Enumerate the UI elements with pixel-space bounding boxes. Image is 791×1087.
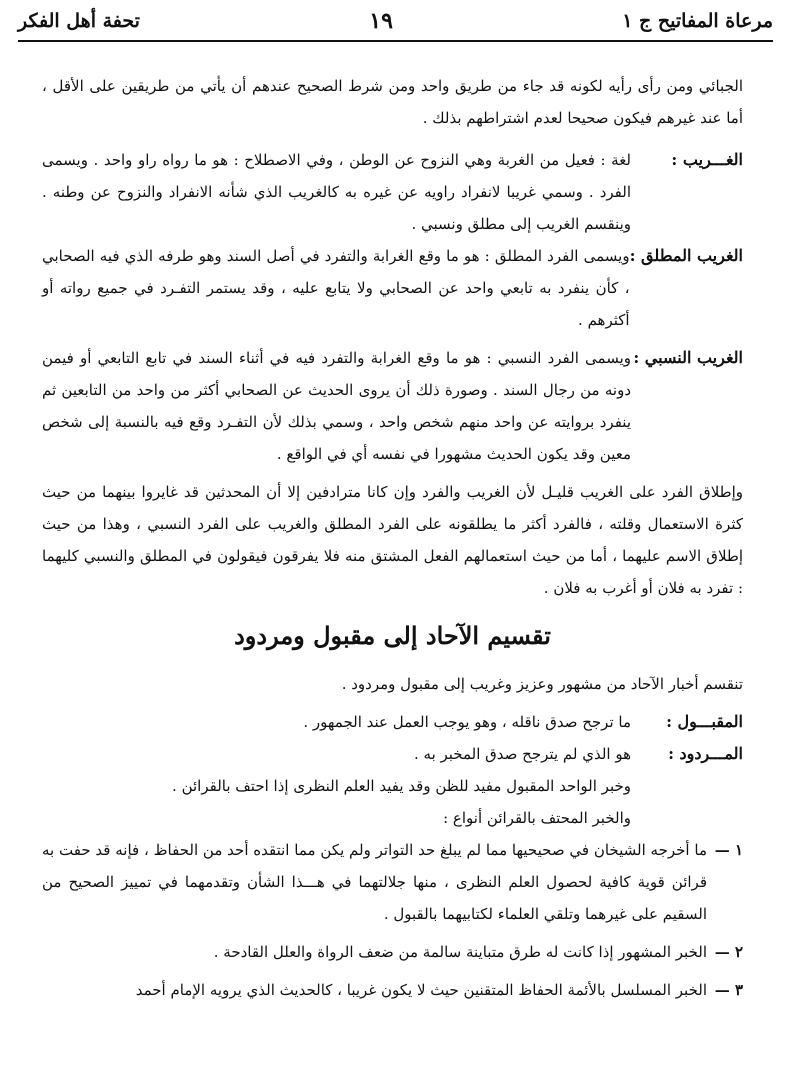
list-item (42, 834, 743, 930)
list-item (42, 974, 743, 1006)
page-number: ١٩ (369, 8, 393, 34)
term-label: الغـــريب : (671, 150, 743, 169)
list-number: ٢ — (714, 943, 743, 961)
header-rule (18, 40, 773, 42)
definition-maqbul (42, 706, 743, 738)
term-label: المـــردود : (668, 744, 743, 763)
side-title: تحفة أهل الفكر (18, 10, 140, 32)
book-title: مرعاة المفاتيح ج ١ (622, 10, 773, 32)
list-item (42, 936, 743, 968)
list-number: ٣ — (714, 981, 743, 999)
definition-gharib (42, 144, 743, 240)
list-text: الخبر المشهور إذا كانت له طرق متباينة سالمة من ضعف الرواة والعلل القادحة . (213, 943, 707, 961)
list-text: الخبر المسلسل بالأئمة الحفاظ المتقنين حيث لا يكون غريبا ، كالحديث الذي يرويه الإمام أحمد (135, 981, 707, 999)
term-definition: لغة : فعيل من الغربة وهي النزوح عن الوطن ، وفي الاصطلاح : هو ما رواه راو واحد . ويسمى الفرد . وسمي غريبا لانفراد راويه عن غيره به كالغريب الذي شأنه الانفراد والنزوح عن وطنه . وينقسم الغريب إلى مطلق ونسبي . (42, 151, 631, 233)
term-label: الغريب النسبي : (633, 348, 743, 367)
khabar-wahid-paragraph: وخبر الواحد المقبول مفيد للظن وقد يفيد العلم النظرى إذا احتف بالقرائن . (172, 777, 631, 795)
term-label: الغريب المطلق : (629, 246, 743, 265)
list-text: ما أخرجه الشيخان في صحيحيها مما لم يبلغ حد التواتر ولم يكن مما انتقده أحد من الحفاظ ، فإنه قد حفت به قرائن قوية كافية لحصول العلم النظرى ، منها جلالتهما في هـــذا الشأن وتقدمهما في تمييز الصحيح من السقيم على غيرهما وتلقي العلماء لكتابيهما بالقبول . (42, 841, 707, 923)
term-definition: ويسمى الفرد المطلق : هو ما وقع الغرابة والتفرد في أصل السند وهو طرفه الذي فيه الصحابي ، كأن ينفرد به تابعي واحد عن الصحابي ولا يتابع عليه ، وقد يستمر التفـرد في جميع رواته أو أكثرهم . (42, 247, 630, 329)
page-body (42, 70, 743, 1006)
term-definition: ما ترجح صدق ناقله ، وهو يوجب العمل عند الجمهور . (303, 713, 631, 731)
intro-paragraph: الجبائي ومن رأى رأيه لكونه قد جاء من طريق واحد ومن شرط الصحيح عندهم أن يأتي من طريقين على الأقل ، أما عند غيرهم فيكون صحيحا لعدم اشتراطهم بذلك . (42, 77, 743, 127)
term-definition: ويسمى الفرد النسبي : هو ما وقع الغرابة والتفرد فيه في أثناء السند في تابع التابعي أو فيمن دونه من رجال السند . وصورة ذلك أن يروى الحديث عن الصحابي أكثر من واحد من التابعين ثم ينفرد بروايته عن واحد منهم شخص واحد ، وسمي بذلك لأن التفـرد وقع فيه بالنسبة إلى شخص معين وقد يكون الحديث مشهورا في نفسه أي في الواقع . (42, 349, 631, 463)
section-intro: تنقسم أخبار الآحاد من مشهور وعزيز وغريب إلى مقبول ومردود . (341, 675, 743, 693)
term-definition: هو الذي لم يترجح صدق المخبر به . (413, 745, 631, 763)
note-paragraph: وإطلاق الفرد على الغريب قليـل لأن الغريب والفرد وإن كانا مترادفين إلا أن المحدثين قد غايروا بينهما من حيث كثرة الاستعمال وقلته ، فالفرد أكثر ما يطلقونه على الفرد المطلق والغريب على الفرد النسبي ، وهذا من حيث إطلاق الاسم عليهما ، أما من حيث استعمالهم الفعل المشتق منه فلا يفرقون فيقولون في المطلق والنسبي كليهما : تفرد به فلان أو أغرب به فلان . (42, 483, 743, 597)
term-label: المقبـــول : (666, 712, 743, 731)
khabar-muhtaff-paragraph: والخبر المحتف بالقرائن أنواع : (443, 809, 631, 827)
definition-gharib-mutlaq (42, 240, 743, 336)
list-number: ١ — (714, 841, 743, 859)
running-header (18, 6, 773, 36)
section-heading: تقسيم الآحاد إلى مقبول ومردود (234, 621, 551, 650)
definition-gharib-nisbi (42, 342, 743, 470)
definition-mardud (42, 738, 743, 770)
